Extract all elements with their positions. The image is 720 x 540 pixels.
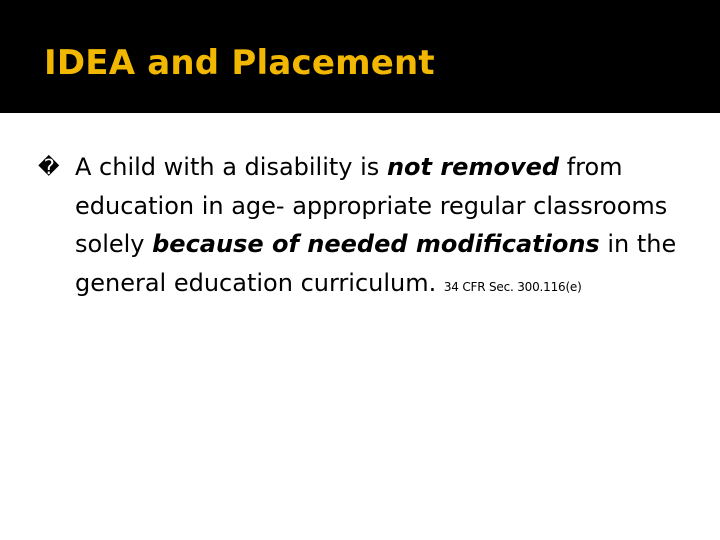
bullet-item (38, 148, 688, 306)
emphasis-not-removed: not removed (386, 153, 560, 181)
bullet-text-middle: from education in age- appropriate regular classrooms solely (75, 153, 668, 258)
emphasis-needed-modifications: because of needed modifications (152, 230, 600, 258)
title-bar (0, 0, 720, 113)
slide-body (38, 148, 688, 306)
slide-title: IDEA and Placement (44, 43, 435, 83)
legal-citation: 34 CFR Sec. 300.116(e) (443, 279, 582, 294)
bullet-text-end: in the general education curriculum. (75, 230, 677, 297)
bullet-text-start: A child with a disability is (75, 153, 387, 181)
bullet-icon: � (38, 155, 60, 179)
